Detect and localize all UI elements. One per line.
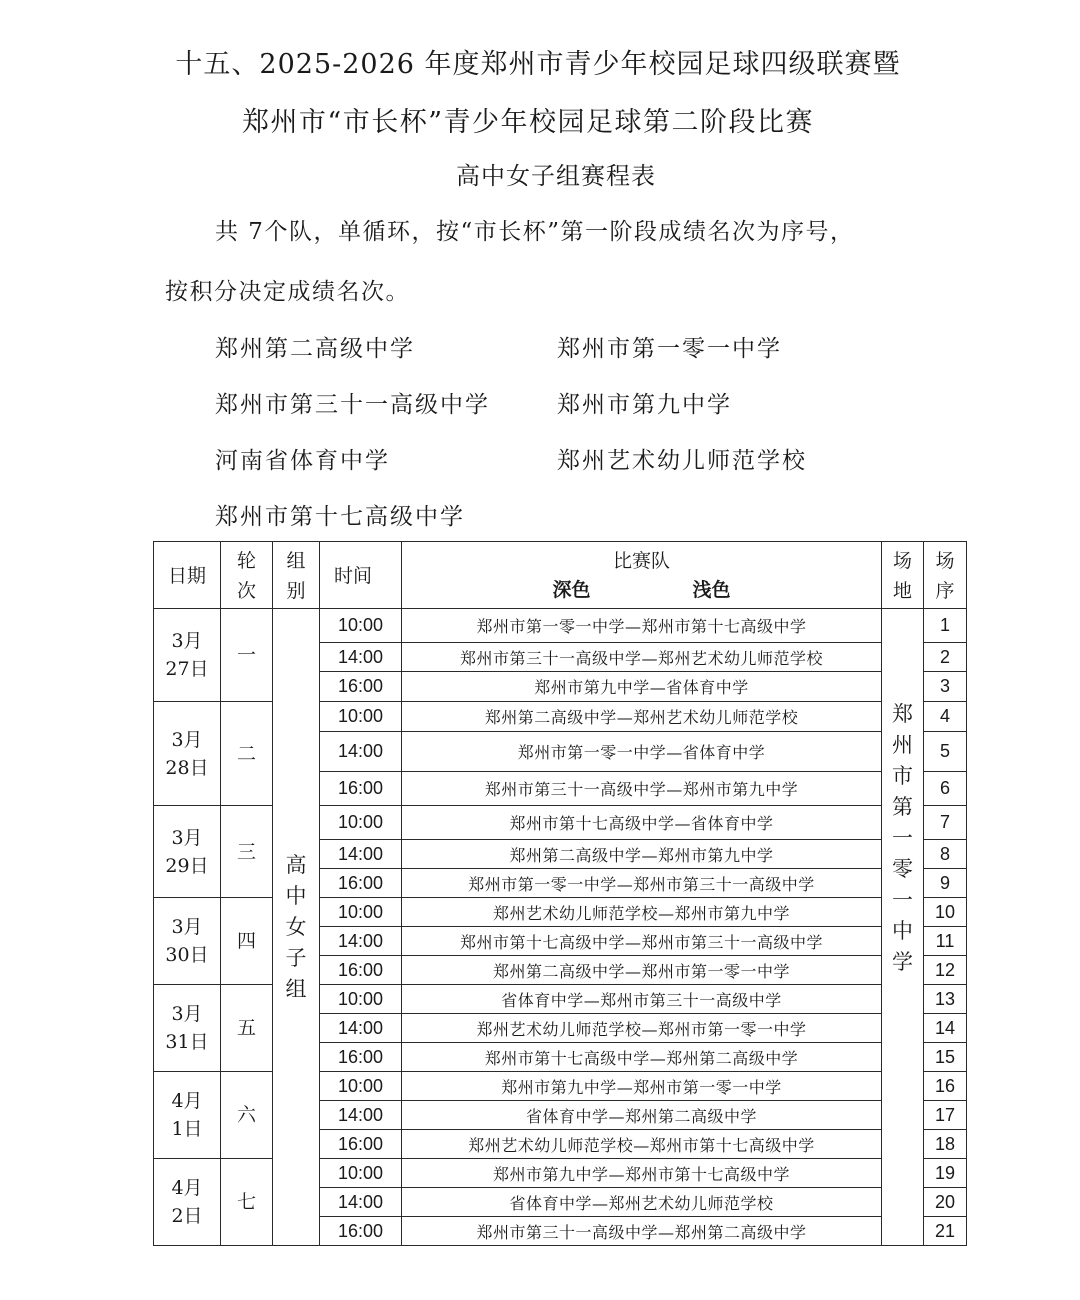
time-cell: 16:00 xyxy=(320,1043,402,1072)
group-char: 组 xyxy=(285,976,307,1001)
seq-cell: 1 xyxy=(924,609,967,643)
header-dark: 深色 xyxy=(552,579,591,601)
header-light: 浅色 xyxy=(692,579,731,601)
group-char: 女 xyxy=(285,914,307,939)
venue-char: 中 xyxy=(892,919,913,943)
date-text: 31日 xyxy=(165,1031,209,1053)
intro-line-2: 按积分决定成绩名次。 xyxy=(165,279,410,305)
seq-cell: 20 xyxy=(924,1188,967,1217)
date-cell xyxy=(154,1072,221,1159)
date-text: 28日 xyxy=(165,756,209,779)
time-cell: 14:00 xyxy=(320,840,402,869)
venue-char: 第 xyxy=(892,795,913,819)
date-cell xyxy=(154,898,221,985)
date-text: 2日 xyxy=(171,1205,203,1227)
date-text: 30日 xyxy=(165,944,209,966)
date-text: 3月 xyxy=(171,1003,203,1025)
time-cell: 14:00 xyxy=(320,1101,402,1130)
date-cell xyxy=(154,806,221,898)
match-cell: 省体育中学—郑州市第三十一高级中学 xyxy=(402,985,882,1014)
header-seq: 场 序 xyxy=(924,542,967,609)
date-text: 29日 xyxy=(165,854,209,877)
header-round: 轮 次 xyxy=(221,542,273,609)
date-text: 3月 xyxy=(171,916,203,938)
seq-cell: 17 xyxy=(924,1101,967,1130)
title-line-2: 郑州市“市长杯”青少年校园足球第二阶段比赛 xyxy=(241,107,815,138)
time-cell: 10:00 xyxy=(320,1072,402,1101)
round-cell: 七 xyxy=(221,1159,273,1246)
venue-char: 学 xyxy=(892,950,913,974)
match-cell: 郑州市第九中学—郑州市第十七高级中学 xyxy=(402,1159,882,1188)
seq-cell: 14 xyxy=(924,1014,967,1043)
seq-cell: 2 xyxy=(924,643,967,672)
time-cell: 16:00 xyxy=(320,1217,402,1246)
table-header-row xyxy=(154,542,967,609)
time-cell: 14:00 xyxy=(320,643,402,672)
header-time: 时间 xyxy=(320,542,402,609)
seq-cell: 8 xyxy=(924,840,967,869)
round-cell: 一 xyxy=(221,609,273,702)
match-cell: 郑州市第一零一中学—郑州市第十七高级中学 xyxy=(402,609,882,643)
time-cell: 10:00 xyxy=(320,806,402,840)
seq-cell: 19 xyxy=(924,1159,967,1188)
round-cell: 二 xyxy=(221,702,273,806)
seq-cell: 13 xyxy=(924,985,967,1014)
date-text: 3月 xyxy=(171,630,203,652)
seq-cell: 16 xyxy=(924,1072,967,1101)
seq-cell: 12 xyxy=(924,956,967,985)
time-cell: 16:00 xyxy=(320,869,402,898)
team-item: 郑州市第三十一高级中学 xyxy=(215,392,490,418)
title-line-1: 十五、2025-2026 年度郑州市青少年校园足球四级联赛暨 xyxy=(175,49,901,80)
venue-char: 州 xyxy=(892,733,913,757)
match-cell: 郑州市第三十一高级中学—郑州市第九中学 xyxy=(402,772,882,806)
match-cell: 郑州市第三十一高级中学—郑州艺术幼儿师范学校 xyxy=(402,643,882,672)
time-cell: 16:00 xyxy=(320,672,402,702)
team-item: 郑州市第九中学 xyxy=(557,392,732,418)
date-text: 27日 xyxy=(165,658,209,680)
round-cell: 六 xyxy=(221,1072,273,1159)
venue-char: 一 xyxy=(892,888,913,912)
seq-cell: 18 xyxy=(924,1130,967,1159)
match-cell: 郑州市第一零一中学—省体育中学 xyxy=(402,732,882,772)
subtitle: 高中女子组赛程表 xyxy=(456,162,656,190)
round-cell: 五 xyxy=(221,985,273,1072)
group-cell xyxy=(273,609,320,1246)
team-item: 河南省体育中学 xyxy=(215,448,390,474)
header-group: 组 别 xyxy=(273,542,320,609)
venue-char: 零 xyxy=(892,857,913,881)
venue-cell xyxy=(882,609,924,1246)
time-cell: 10:00 xyxy=(320,1159,402,1188)
header-teams: 比赛队 深色 浅色 xyxy=(402,542,882,609)
venue-char: 市 xyxy=(892,764,913,788)
match-cell: 郑州第二高级中学—郑州市第九中学 xyxy=(402,840,882,869)
venue-char: 一 xyxy=(892,826,913,850)
date-text: 3月 xyxy=(171,826,203,849)
intro-line-1: 共 7个队，单循环，按“市长杯”第一阶段成绩名次为序号， xyxy=(215,219,855,245)
match-cell: 郑州市第九中学—省体育中学 xyxy=(402,672,882,702)
seq-cell: 9 xyxy=(924,869,967,898)
match-cell: 郑州市第十七高级中学—省体育中学 xyxy=(402,806,882,840)
seq-cell: 7 xyxy=(924,806,967,840)
match-cell: 郑州第二高级中学—郑州市第一零一中学 xyxy=(402,956,882,985)
seq-cell: 3 xyxy=(924,672,967,702)
time-cell: 16:00 xyxy=(320,1130,402,1159)
seq-cell: 11 xyxy=(924,927,967,956)
seq-cell: 6 xyxy=(924,772,967,806)
time-cell: 10:00 xyxy=(320,985,402,1014)
date-cell xyxy=(154,1159,221,1246)
match-cell: 郑州市第一零一中学—郑州市第三十一高级中学 xyxy=(402,869,882,898)
header-venue: 场 地 xyxy=(882,542,924,609)
seq-cell: 15 xyxy=(924,1043,967,1072)
date-text: 4月 xyxy=(171,1177,203,1199)
time-cell: 14:00 xyxy=(320,927,402,956)
time-cell: 16:00 xyxy=(320,956,402,985)
match-cell: 郑州第二高级中学—郑州艺术幼儿师范学校 xyxy=(402,702,882,732)
date-text: 4月 xyxy=(171,1090,203,1112)
team-item: 郑州第二高级中学 xyxy=(215,336,415,362)
seq-cell: 10 xyxy=(924,898,967,927)
group-char: 高 xyxy=(285,852,307,877)
match-cell: 省体育中学—郑州第二高级中学 xyxy=(402,1101,882,1130)
seq-cell: 4 xyxy=(924,702,967,732)
group-char: 子 xyxy=(285,945,307,970)
match-cell: 郑州市第三十一高级中学—郑州第二高级中学 xyxy=(402,1217,882,1246)
time-cell: 14:00 xyxy=(320,1188,402,1217)
group-char: 中 xyxy=(285,883,307,908)
team-item: 郑州艺术幼儿师范学校 xyxy=(557,448,807,474)
schedule-table xyxy=(153,541,967,1246)
match-cell: 郑州市第十七高级中学—郑州市第三十一高级中学 xyxy=(402,927,882,956)
match-cell: 郑州艺术幼儿师范学校—郑州市第十七高级中学 xyxy=(402,1130,882,1159)
date-cell xyxy=(154,985,221,1072)
date-text: 3月 xyxy=(171,728,203,751)
time-cell: 10:00 xyxy=(320,898,402,927)
venue-char: 郑 xyxy=(892,702,913,726)
match-cell: 省体育中学—郑州艺术幼儿师范学校 xyxy=(402,1188,882,1217)
date-cell xyxy=(154,609,221,702)
time-cell: 14:00 xyxy=(320,1014,402,1043)
round-cell: 四 xyxy=(221,898,273,985)
header-date: 日期 xyxy=(154,542,221,609)
match-cell: 郑州市第九中学—郑州市第一零一中学 xyxy=(402,1072,882,1101)
time-cell: 10:00 xyxy=(320,702,402,732)
table-row xyxy=(154,609,967,643)
time-cell: 10:00 xyxy=(320,609,402,643)
time-cell: 16:00 xyxy=(320,772,402,806)
team-item: 郑州市第十七高级中学 xyxy=(215,504,465,530)
date-text: 1日 xyxy=(171,1118,203,1140)
team-item: 郑州市第一零一中学 xyxy=(557,336,782,362)
match-cell: 郑州艺术幼儿师范学校—郑州市第一零一中学 xyxy=(402,1014,882,1043)
match-cell: 郑州艺术幼儿师范学校—郑州市第九中学 xyxy=(402,898,882,927)
match-cell: 郑州市第十七高级中学—郑州第二高级中学 xyxy=(402,1043,882,1072)
seq-cell: 5 xyxy=(924,732,967,772)
round-cell: 三 xyxy=(221,806,273,898)
seq-cell: 21 xyxy=(924,1217,967,1246)
date-cell xyxy=(154,702,221,806)
time-cell: 14:00 xyxy=(320,732,402,772)
